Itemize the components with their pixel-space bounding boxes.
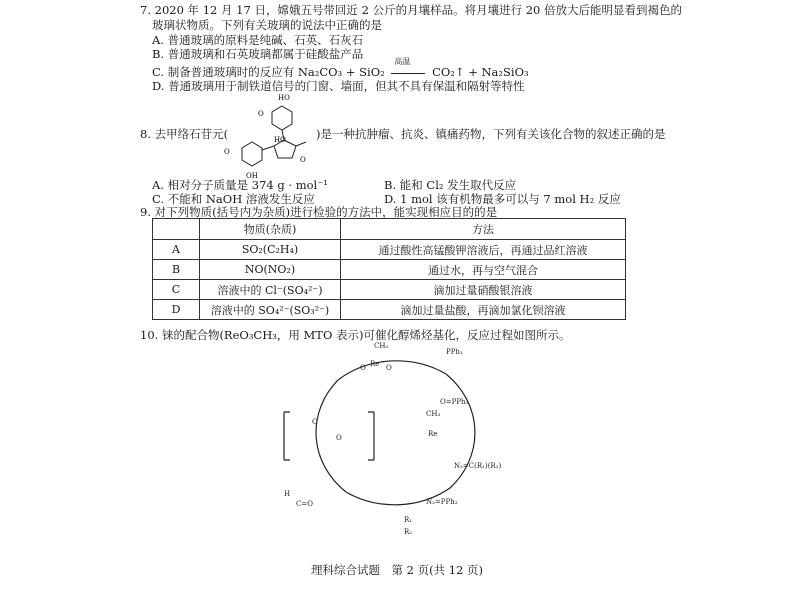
- q7-stem-line2: 玻璃状物质。下列有关玻璃的说法中正确的是: [152, 18, 382, 32]
- q8-stem-pre: 8. 去甲络石苷元(: [140, 127, 229, 141]
- label-r2: R₂: [404, 528, 413, 536]
- q8-option-a: A. 相对分子质量是 374 g · mol⁻¹: [152, 178, 328, 192]
- table-header-cell: [153, 219, 200, 240]
- cycle-arrow-right: [446, 374, 475, 488]
- table-header-cell: 方法: [341, 219, 626, 240]
- q8-stem-post: )是一种抗肿瘤、抗炎、镇痛药物，下列有关该化合物的叙述正确的是: [316, 127, 666, 141]
- label-carbonyl: C=O: [296, 500, 313, 508]
- table-cell: D: [153, 300, 200, 320]
- label-opph3: O=PPh₃: [440, 398, 469, 406]
- q7-option-b: B. 普通玻璃和石英玻璃都属于硅酸盐产品: [152, 47, 364, 61]
- q8-structure: [222, 92, 314, 180]
- q10-catalytic-cycle: [276, 340, 526, 540]
- struct-label-3: HO: [274, 136, 286, 144]
- label-o-top-1: O: [360, 364, 366, 372]
- label-h: H: [284, 490, 291, 498]
- table-cell: NO(NO₂): [200, 260, 341, 280]
- q7-option-a: A. 普通玻璃的原料是纯碱、石英、石灰石: [152, 33, 364, 47]
- table-cell: 通过酸性高锰酸钾溶液后，再通过品红溶液: [341, 240, 626, 260]
- label-ch3-top: CH₃: [374, 342, 389, 350]
- label-o-top-2: O: [386, 364, 392, 372]
- q7-option-c-right: CO₂↑ + Na₂SiO₃: [432, 65, 529, 79]
- table-cell: SO₂(C₂H₄): [200, 240, 341, 260]
- table-cell: 溶液中的 SO₄²⁻(SO₃²⁻): [200, 300, 341, 320]
- label-o-left-2: O: [336, 434, 342, 442]
- q7-option-d: D. 普通玻璃用于制铁道信号的门窗、墙面，但其不具有保温和隔射等特性: [152, 79, 525, 93]
- reaction-condition: 高温: [394, 57, 411, 66]
- struct-label-6: OH: [246, 172, 258, 180]
- table-cell: 滴加过量盐酸，再滴加氯化钡溶液: [341, 300, 626, 320]
- q9-table: [152, 218, 626, 320]
- label-re-top: Re: [370, 360, 380, 368]
- q7-stem-line1: 7. 2020 年 12 月 17 日，嫦娥五号带回近 2 公斤的月壤样品。将月壤进行 20 倍放大后能明显看到褐色的: [140, 3, 683, 17]
- label-re-right: Re: [428, 430, 438, 438]
- label-diazo: N₂=C(R₁)(R₂): [454, 462, 502, 470]
- q10-stem: 10. 铼的配合物(ReO₃CH₃，用 MTO 表示)可催化醇烯烃基化，反应过程如图所示。: [140, 328, 571, 342]
- table-cell: 通过水，再与空气混合: [341, 260, 626, 280]
- label-pph3: PPh₃: [446, 348, 463, 356]
- table-header-row: [153, 219, 626, 240]
- label-o-left-1: O: [312, 418, 318, 426]
- table-row: [153, 260, 626, 280]
- table-cell: A: [153, 240, 200, 260]
- table-cell: B: [153, 260, 200, 280]
- bracket-right: [368, 412, 374, 460]
- struct-label-1: HO: [278, 94, 290, 102]
- label-n2pph3: N₂=PPh₃: [426, 498, 458, 506]
- struct-label-4: O: [300, 156, 306, 164]
- q8-option-d: D. 1 mol 该有机物最多可以与 7 mol H₂ 反应: [384, 192, 621, 206]
- struct-label-2: O: [258, 110, 264, 118]
- table-cell: C: [153, 280, 200, 300]
- q8-option-b: B. 能和 Cl₂ 发生取代反应: [384, 178, 517, 192]
- reaction-arrow: [388, 57, 428, 79]
- table-cell: 滴加过量硝酸银溶液: [341, 280, 626, 300]
- table-row: [153, 300, 626, 320]
- cycle-arrow-top: [338, 361, 446, 380]
- table-row: [153, 240, 626, 260]
- q8-option-c: C. 不能和 NaOH 溶液发生反应: [152, 192, 315, 206]
- struct-label-5: O: [224, 148, 230, 156]
- label-ch3-right: CH₃: [426, 410, 441, 418]
- q7-option-c-left: C. 制备普通玻璃时的反应有 Na₂CO₃ + SiO₂: [152, 65, 385, 79]
- q9-stem: 9. 对下列物质(括号内为杂质)进行检验的方法中，能实现相应目的的是: [140, 205, 498, 219]
- table-cell: 溶液中的 Cl⁻(SO₄²⁻): [200, 280, 341, 300]
- page-footer: 理科综合试题 第 2 页(共 12 页): [310, 563, 484, 577]
- label-r1: R₁: [404, 516, 413, 524]
- table-header-cell: 物质(杂质): [200, 219, 341, 240]
- bracket-left: [284, 412, 290, 460]
- table-row: [153, 280, 626, 300]
